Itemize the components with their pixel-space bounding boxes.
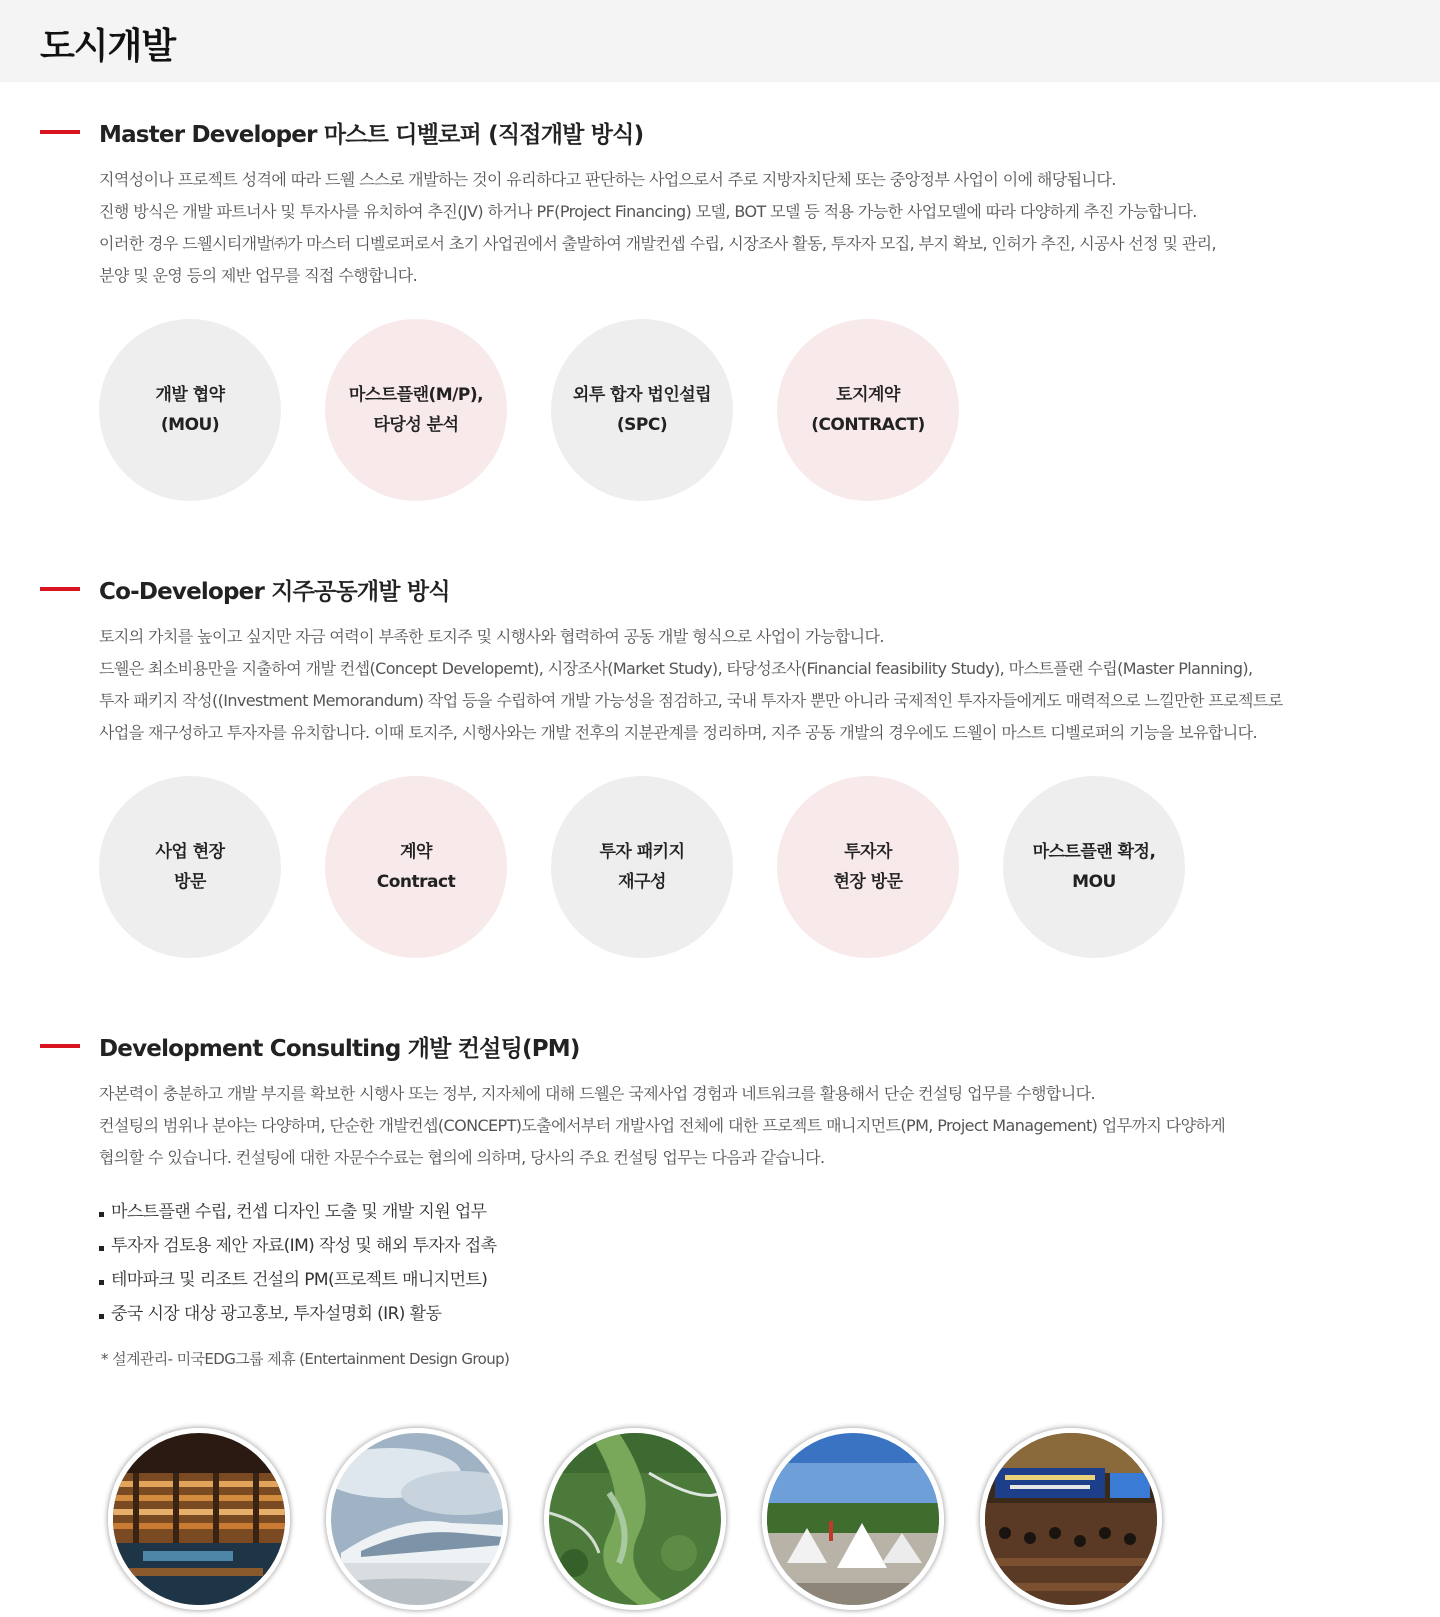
description-line: 진행 방식은 개발 파트너사 및 투자사를 유치하여 추진(JV) 하거나 PF(Project Financing) 모델, BOT 모델 등 적용 가능한 사업모델에 따라 다양하게 추진 가능합니다. (99, 202, 1197, 221)
description-line: 이러한 경우 드웰시티개발㈜가 마스터 디벨로퍼로서 초기 사업권에서 출발하여 개발컨셉 수립, 시장조사 활동, 투자자 모집, 부지 확보, 인허가 추진, 시공사 선정 및 관리, (99, 234, 1217, 253)
section-marker (40, 587, 80, 591)
process-step (325, 319, 507, 501)
section-title: Co-Developer 지주공동개발 방식 (99, 579, 450, 605)
resort-night-photo (108, 1428, 290, 1610)
bullet-icon (99, 1280, 104, 1285)
theme-park-photo (762, 1428, 944, 1610)
process-step (1003, 776, 1185, 958)
step-label: 재구성 (618, 872, 666, 892)
page-header (0, 0, 1440, 82)
section-description (99, 621, 1399, 749)
section-marker (40, 1044, 80, 1048)
process-step (777, 319, 959, 501)
step-label: 마스트플랜 확정, (1032, 842, 1156, 862)
bullet-icon (99, 1246, 104, 1251)
process-step (99, 776, 281, 958)
step-label: 투자자 (844, 842, 892, 862)
page-title: 도시개발 (40, 26, 176, 67)
description-line: 토지의 가치를 높이고 싶지만 자금 여력이 부족한 토지주 및 시행사와 협력하여 공동 개발 형식으로 사업이 가능합니다. (99, 627, 884, 646)
list-item (99, 1263, 496, 1297)
step-label: (CONTRACT) (811, 415, 925, 435)
process-step (777, 776, 959, 958)
step-label: 마스트플랜(M/P), (348, 385, 484, 405)
park-aerial-photo (544, 1428, 726, 1610)
step-label: 타당성 분석 (373, 415, 459, 435)
description-line: 협의할 수 있습니다. 컨설팅에 대한 자문수수료는 협의에 의하며, 당사의 주요 컨설팅 업무는 다음과 같습니다. (99, 1148, 825, 1167)
description-line: 컨설팅의 범위나 분야는 다양하며, 단순한 개발컨셉(CONCEPT)도출에서부터 개발사업 전체에 대한 프로젝트 매니지먼트(PM, Project Management) 업무까지 다양하게 (99, 1116, 1226, 1135)
description-line: 지역성이나 프로젝트 성격에 따라 드웰 스스로 개발하는 것이 유리하다고 판단하는 사업으로서 주로 지방자치단체 또는 중앙정부 사업이 이에 해당됩니다. (99, 170, 1116, 189)
section-title: Development Consulting 개발 컨설팅(PM) (99, 1036, 580, 1062)
section-title: Master Developer 마스트 디벨로퍼 (직접개발 방식) (99, 122, 644, 148)
list-item-text: 테마파크 및 리조트 건설의 PM(프로젝트 매니지먼트) (111, 1270, 488, 1290)
process-step (325, 776, 507, 958)
description-line: 드웰은 최소비용만을 지출하여 개발 컨셉(Concept Developemt), 시장조사(Market Study), 타당성조사(Financial feasibility Study), 마스트플랜 수립(Master Planning), (99, 659, 1253, 678)
section-description (99, 164, 1399, 292)
description-line: 사업을 재구성하고 투자자를 유치합니다. 이때 토지주, 시행사와는 개발 전후의 지분관계를 정리하며, 지주 공동 개발의 경우에도 드웰이 마스트 디벨로퍼의 기능을 보유합니다. (99, 723, 1257, 742)
step-label: Contract (376, 872, 456, 892)
bullet-icon (99, 1314, 104, 1319)
list-item (99, 1297, 496, 1331)
step-label: 투자 패키지 (599, 842, 685, 862)
step-label: 외투 합자 법인설립 (572, 385, 712, 405)
consulting-list (99, 1195, 496, 1331)
description-line: 분양 및 운영 등의 제반 업무를 직접 수행합니다. (99, 266, 418, 285)
investment-seminar-photo (980, 1428, 1162, 1610)
step-label: MOU (1072, 872, 1116, 892)
step-label: 개발 협약 (155, 385, 225, 405)
step-label: 방문 (174, 872, 206, 892)
list-item (99, 1229, 496, 1263)
bullet-icon (99, 1212, 104, 1217)
step-label: (SPC) (616, 415, 668, 435)
section-marker (40, 130, 80, 134)
process-step (551, 776, 733, 958)
step-label: 계약 (400, 842, 432, 862)
step-label: 현장 방문 (833, 872, 903, 892)
step-label: (MOU) (160, 415, 220, 435)
list-item-text: 중국 시장 대상 광고홍보, 투자설명회 (IR) 활동 (111, 1304, 442, 1324)
list-item (99, 1195, 496, 1229)
section-description (99, 1078, 1399, 1174)
list-item-text: 마스트플랜 수립, 컨셉 디자인 도출 및 개발 지원 업무 (111, 1202, 487, 1222)
process-step (99, 319, 281, 501)
step-label: 토지계약 (836, 385, 900, 405)
list-item-text: 투자자 검토용 제안 자료(IM) 작성 및 해외 투자자 접촉 (111, 1236, 497, 1256)
process-step (551, 319, 733, 501)
modern-building-photo (326, 1428, 508, 1610)
description-line: 자본력이 충분하고 개발 부지를 확보한 시행사 또는 정부, 지자체에 대해 드웰은 국제사업 경험과 네트워크를 활용해서 단순 컨설팅 업무를 수행합니다. (99, 1084, 1095, 1103)
description-line: 투자 패키지 작성((Investment Memorandum) 작업 등을 수립하여 개발 가능성을 점검하고, 국내 투자자 뿐만 아니라 국제적인 투자자들에게도 매력적으로 느낄만한 프로젝트로 (99, 691, 1283, 710)
footnote: * 설계관리- 미국EDG그룹 제휴 (Entertainment Design Group) (101, 1350, 510, 1368)
step-label: 사업 현장 (155, 842, 225, 862)
